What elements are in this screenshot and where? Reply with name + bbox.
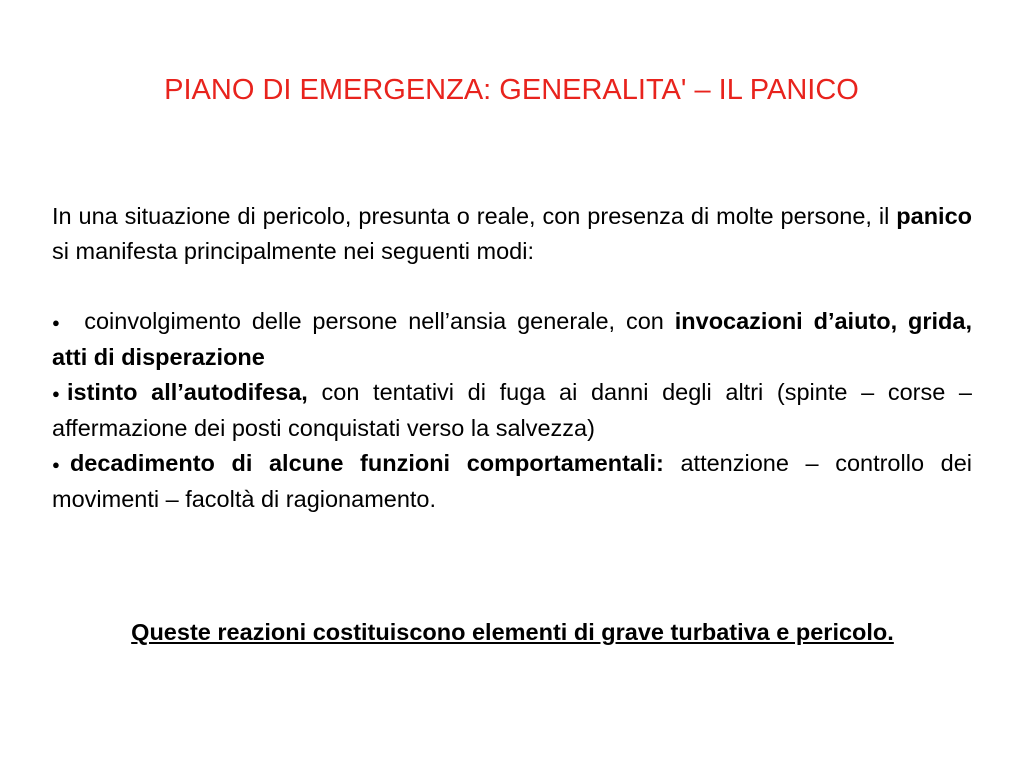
conclusion-statement: Queste reazioni costituiscono elementi di grave turbativa e pericolo. (131, 619, 894, 645)
bullet-list (52, 304, 972, 517)
intro-paragraph (52, 199, 972, 269)
bullet-dot-icon: ● (52, 457, 70, 472)
slide-body (52, 199, 972, 517)
intro-text-start: In una situazione di pericolo, presunta o reale, con presenza di molte persone, il (52, 203, 897, 229)
bullet-text-bold: invocazioni d’aiuto, grida, atti di disperazione (52, 308, 972, 370)
slide-title: PIANO DI EMERGENZA: GENERALITA' – IL PANICO (164, 74, 859, 106)
bullet-item-autodifesa (52, 375, 972, 446)
bullet-text-plain: coinvolgimento delle persone nell’ansia generale, con (84, 308, 675, 334)
bullet-item-decadimento (52, 446, 972, 517)
bullet-text-bold: istinto all’autodifesa, (66, 379, 308, 405)
intro-keyword-panico: panico (896, 203, 972, 229)
intro-text-end: si manifesta principalmente nei seguenti modi: (52, 238, 535, 264)
bullet-item-coinvolgimento (52, 304, 972, 375)
bullet-text-bold: decadimento di alcune funzioni comportamentali: (69, 450, 664, 476)
bullet-dot-icon: ● (52, 315, 65, 330)
bullet-dot-icon: ● (52, 386, 67, 401)
bullet-text-tail: con tentativi di fuga ai danni degli altri (spinte – corse – affermazione dei posti conquistati verso la salvezza) (52, 379, 973, 441)
bullet-text-tail: attenzione – controllo dei movimenti – facoltà di ragionamento. (52, 450, 972, 512)
